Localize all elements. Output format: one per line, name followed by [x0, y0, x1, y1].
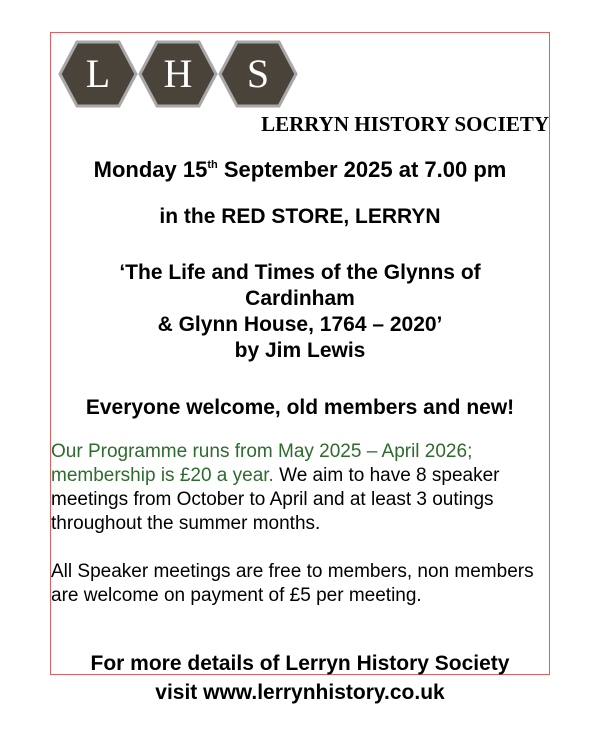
talk-block: [0, 260, 600, 364]
talk-title-line-3: & Glynn House, 1764 – 2020’: [157, 313, 443, 336]
logo-letter-l: L: [85, 51, 111, 96]
event-venue: in the RED STORE, LERRYN: [159, 205, 441, 228]
logo-letter-h: H: [163, 51, 193, 96]
logo-hex-h: [140, 42, 216, 106]
programme-highlight: Our Programme runs from May 2025 – April 2026; membership is £20 a year.: [51, 441, 473, 486]
logo-letter-s: S: [246, 51, 270, 96]
details-line: For more details of Lerryn History Society: [90, 652, 510, 675]
event-date: [0, 157, 600, 183]
logo-hex-s: [220, 42, 296, 106]
talk-title-line-2: Cardinham: [245, 287, 355, 310]
welcome-message: Everyone welcome, old members and new!: [85, 396, 515, 419]
event-date-ordinal: th: [207, 159, 218, 171]
programme-rest: We aim to have 8 speaker meetings from October to April and at least 3 outings throughout the summer months.: [51, 465, 500, 534]
talk-title-line-1: ‘The Life and Times of the Glynns of: [119, 261, 481, 284]
speaker-meetings-paragraph: All Speaker meetings are free to members, non members are welcome on payment of £5 per meeting.: [51, 561, 534, 606]
website-line: visit www.lerrynhistory.co.uk: [155, 681, 445, 704]
event-date-rest: September 2025 at 7.00 pm: [217, 157, 507, 182]
lhs-logo: [58, 40, 298, 108]
programme-paragraph: [51, 440, 551, 536]
event-date-day: Monday 15: [93, 157, 208, 182]
society-name: LERRYN HISTORY SOCIETY: [261, 112, 549, 136]
talk-speaker: by Jim Lewis: [234, 339, 366, 362]
logo-hex-l: [60, 42, 136, 106]
